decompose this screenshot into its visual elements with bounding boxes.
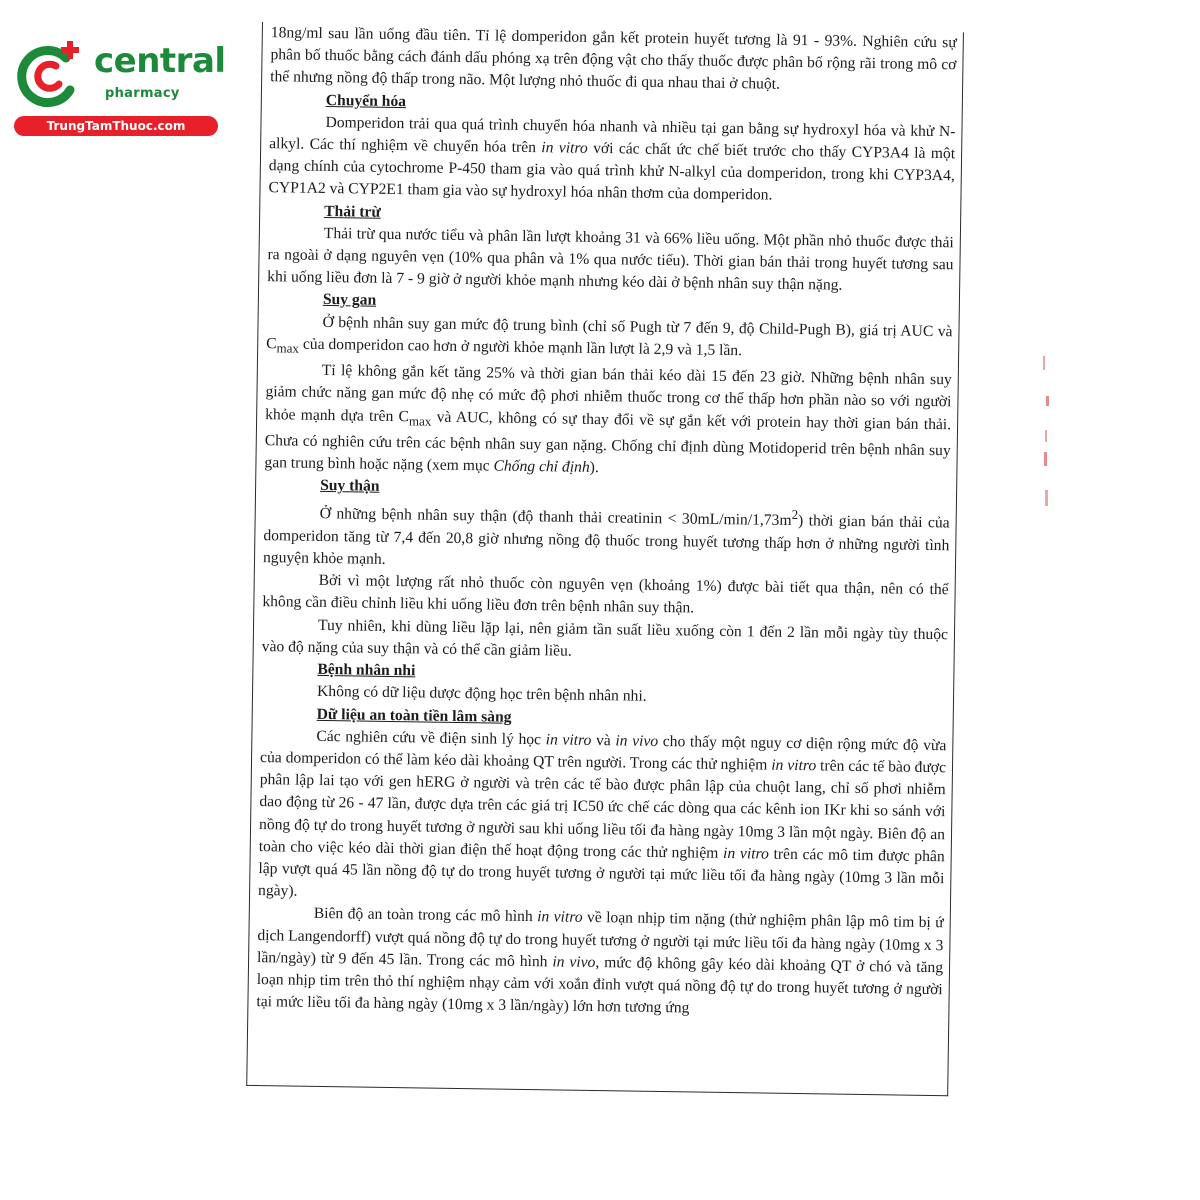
paragraph-distribution: 18ng/ml sau lần uống đầu tiên. Tỉ lệ domperidon gắn kết protein huyết tương là 91 - 93%. Nghiên cứu sự phân bố thuốc bằng cách đánh dấu phóng xạ trên động vật cho thấy thuốc được phân bố rộng rãi trong mô cơ thể nhưng nồng độ thấp trong não. Một lượng nhỏ thuốc đi qua nhau thai ở chuột. — [270, 24, 957, 94]
brand-name: central — [94, 41, 226, 81]
paragraph-renal-1: Ở những bệnh nhân suy thận (độ thanh thải creatinin < $30mL/\min/1,73m^2$) thời gian bán thải của domperidon tăng từ 7,4 đến 20,8 giờ nhưng nồng độ thuốc trong huyết tương thấp hơn ở những người tình nguyện khỏe mạnh. — [262, 505, 950, 568]
scan-edge-marks — [1040, 352, 1052, 522]
heading-renal-impairment: Suy thận — [320, 477, 380, 496]
heading-pediatric: Bệnh nhân nhi — [317, 660, 416, 680]
paragraph-elimination: Thải trừ qua nước tiểu và phân lần lượt khoảng 31 và 66% liều uống. Một phần nhỏ thuốc được thải ra ngoài ở dạng nguyên vẹn (10% qua phân và 1% qua nước tiểu). Thời gian bán thải trong huyết tương sau khi uống liều đơn là 7 - 9 giờ ở người khỏe mạnh nhưng kéo dài ở bệnh nhân suy thận nặng. — [267, 224, 954, 294]
brand-website: TrungTamThuoc.com — [14, 116, 218, 136]
paragraph-renal-2: Bởi vì một lượng rất nhỏ thuốc còn nguyên vẹn (khoảng 1%) được bài tiết qua thận, nên có thể không cần điều chỉnh liều khi uống liều đơn trên bệnh nhân suy thận. — [262, 572, 949, 617]
brand-logo — [8, 34, 226, 138]
paragraph-hepatic-2: Tỉ lệ không gắn kết tăng 25% và thời gian bán thải kéo dài 15 đến 23 giờ. Những bệnh nhân suy giảm chức năng gan mức độ nhẹ có mức độ phơi nhiễm thuốc trong cơ thể thấp hơn phần nào so với người khỏe mạnh dựa trên $C_{max}$ và AUC, không có sự thay đổi về sự gắn kết với protein hay thời gian bán thải. Chưa có nghiên cứu trên các bệnh nhân suy gan nặng. Chống chỉ định dùng Motidoperid trên bệnh nhân suy gan trung bình hoặc nặng (xem mục Chống chỉ định). — [264, 362, 952, 477]
paragraph-metabolism: Domperidon trải qua quá trình chuyển hóa nhanh và nhiều tại gan bằng sự hydroxyl hóa và khử N-alkyl. Các thí nghiệm về chuyển hóa trên in vitro với các chất ức chế biết trước cho thấy CYP3A4 là một dạng chính của cytochrome P-450 tham gia vào quá trình khử N-alkyl của domperidon, trong khi CYP3A4, CYP1A2 và CYP2E1 tham gia vào sự hydroxyl hóa nhân thơm của domperidon. — [268, 113, 956, 205]
heading-preclinical-safety: Dữ liệu an toàn tiền lâm sàng — [316, 705, 512, 726]
heading-elimination: Thải trừ — [324, 202, 381, 221]
central-pharmacy-logo-icon — [12, 38, 86, 112]
document-page — [246, 22, 964, 1096]
heading-hepatic-impairment: Suy gan — [322, 291, 377, 310]
paragraph-preclinical-1: Các nghiên cứu về điện sinh lý học in vitro và in vivo cho thấy một nguy cơ diện rộng mức độ vừa của domperidon có thể làm kéo dài khoảng QT trên người. Trong các thử nghiệm in vitro trên các tế bào được phân lập lai tạo với gen hERG ở người và trên các tế bào được phân lập của chuột lang, chỉ số phơi nhiễm dao động từ 26 - 47 lần, được dựa trên các giá trị IC50 ức chế các dòng qua các kênh ion IKr khi so sánh với nồng độ tự do trong huyết tương ở người sau khi uống liều tối đa hàng ngày 10mg 3 lần một ngày. Biên độ an toàn cho việc kéo dài thời gian điện thế hoạt động trong các thử nghiệm in vitro trên các mô tim được phân lập vượt quá 45 lần nồng độ tự do trong huyết tương ở người tại mức liều tối đa hàng ngày (10mg 3 lần mỗi ngày). — [257, 727, 947, 900]
paragraph-preclinical-2: Biên độ an toàn trong các mô hình in vitro về loạn nhịp tim nặng (thử nghiệm phân lập mô tim bị ứ dịch Langendorff) vượt quá nồng độ tự do trong huyết tương ở người tại mức liều tối đa hàng ngày (10mg x 3 lần/ngày) từ 9 đến 45 lần. Trong các mô hình in vivo, mức độ không gây kéo dài khoảng QT ở chó và tăng loạn nhịp tim trên thỏ thí nghiệm nhạy cảm với xoắn đỉnh vượt quá nồng độ tự do trong huyết tương ở người tại mức liều tối đa hàng ngày (10mg x 3 lần/ngày) lớn hơn tương ứng — [256, 905, 944, 1017]
paragraph-renal-3: Tuy nhiên, khi dùng liều lặp lại, nên giảm tần suất liều xuống còn 1 đến 2 lần mỗi ngày tùy thuộc vào độ nặng của suy thận và có thể cần giảm liều. — [261, 616, 949, 660]
heading-metabolism: Chuyển hóa — [325, 91, 407, 110]
paragraph-hepatic-1: Ở bệnh nhân suy gan mức độ trung bình (chỉ số Pugh từ 7 đến 9, độ Child-Pugh B), giá trị AUC và $C_{max}$ của domperidon cao hơn ở người khỏe mạnh lần lượt là 2,9 và 1,5 lần. — [266, 313, 953, 360]
paragraph-pediatric: Không có dữ liệu dược động học trên bệnh nhân nhi. — [316, 683, 647, 706]
brand-tagline: pharmacy — [105, 86, 180, 101]
